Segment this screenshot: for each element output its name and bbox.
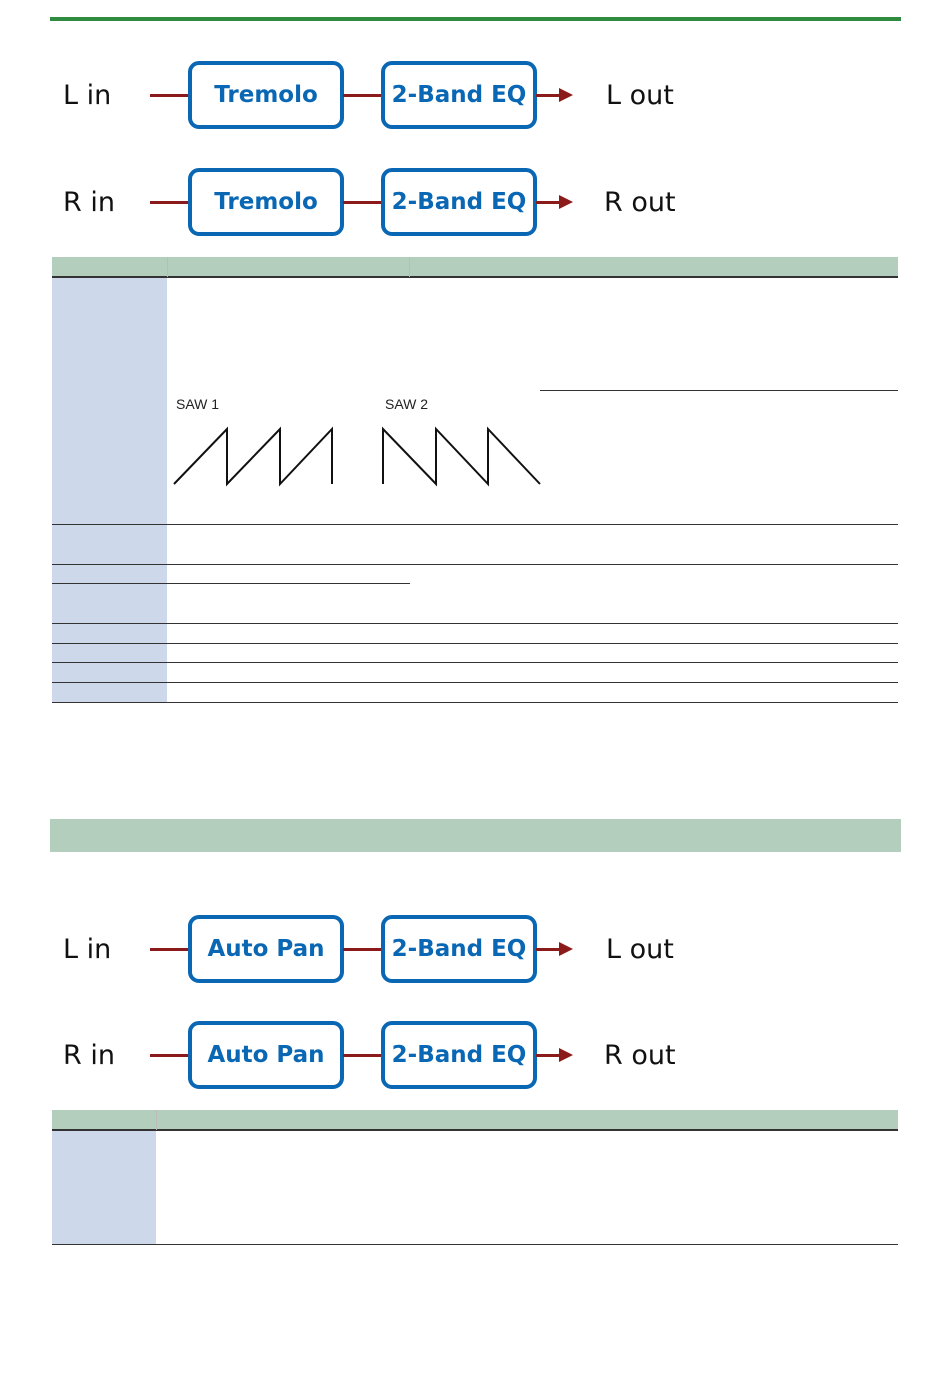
wire — [150, 1054, 190, 1057]
eq-block-left: 2-Band EQ — [381, 915, 537, 983]
wire — [150, 948, 190, 951]
table-header-rule — [52, 1129, 898, 1131]
input-label-left: L in — [63, 80, 112, 111]
row-divider — [52, 564, 898, 565]
wire — [343, 201, 383, 204]
arrow-right-icon — [559, 1048, 573, 1062]
row-divider — [52, 662, 898, 663]
tremolo-block-left: Tremolo — [188, 61, 344, 129]
table-header — [52, 257, 898, 276]
top-accent-rule — [50, 17, 901, 21]
row-divider — [540, 390, 898, 391]
column-divider — [167, 257, 168, 277]
input-label-right: R in — [63, 1040, 115, 1071]
wire — [536, 1054, 560, 1057]
auto-pan-block-right: Auto Pan — [188, 1021, 344, 1089]
input-label-left: L in — [63, 934, 112, 965]
column-divider — [409, 257, 410, 277]
input-label-right: R in — [63, 187, 115, 218]
auto-pan-block-left: Auto Pan — [188, 915, 344, 983]
row-divider — [52, 682, 898, 683]
eq-block-right: 2-Band EQ — [381, 168, 537, 236]
eq-block-left: 2-Band EQ — [381, 61, 537, 129]
section-header-bar — [50, 819, 901, 852]
wire — [536, 948, 560, 951]
row-divider — [52, 583, 410, 584]
wire — [536, 201, 560, 204]
column-divider — [156, 1110, 157, 1130]
wire — [536, 94, 560, 97]
saw1-waveform-icon — [170, 425, 338, 489]
tremolo-block-right: Tremolo — [188, 168, 344, 236]
table-header — [52, 1110, 898, 1129]
table-side-column — [52, 278, 167, 702]
output-label-right: R out — [604, 1040, 676, 1071]
wire — [343, 94, 383, 97]
row-divider — [52, 1244, 898, 1245]
arrow-right-icon — [559, 942, 573, 956]
output-label-left: L out — [606, 934, 674, 965]
table-header-rule — [52, 276, 898, 278]
arrow-right-icon — [559, 195, 573, 209]
output-label-left: L out — [606, 80, 674, 111]
arrow-right-icon — [559, 88, 573, 102]
saw2-waveform-icon — [378, 425, 546, 489]
saw2-label: SAW 2 — [385, 396, 429, 412]
row-divider — [52, 524, 898, 525]
eq-block-right: 2-Band EQ — [381, 1021, 537, 1089]
row-divider — [52, 623, 898, 624]
row-divider — [52, 643, 898, 644]
saw1-label: SAW 1 — [176, 396, 220, 412]
output-label-right: R out — [604, 187, 676, 218]
wire — [343, 948, 383, 951]
row-divider — [52, 702, 898, 703]
wire — [150, 201, 190, 204]
wire — [343, 1054, 383, 1057]
table-side-column — [52, 1131, 156, 1244]
wire — [150, 94, 190, 97]
